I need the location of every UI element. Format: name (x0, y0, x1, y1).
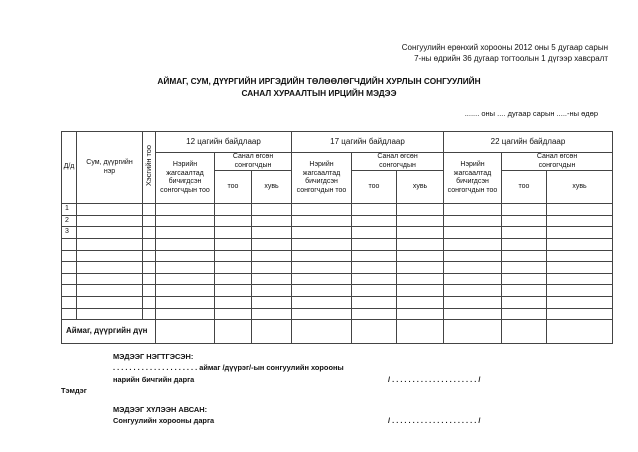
header-no: Д/д (62, 132, 77, 204)
reference-line-2: 7-ны өдрийн 36 дугаар тогтоолын 1 дүгээр хавсралт (414, 54, 608, 63)
table-cell (77, 215, 143, 227)
table-cell (352, 308, 397, 320)
table-cell (156, 204, 215, 216)
table-cell (547, 262, 613, 274)
table-cell (444, 250, 502, 262)
table-cell (292, 238, 352, 250)
row-number (62, 296, 77, 308)
table-cell (77, 204, 143, 216)
chair-signature: / . . . . . . . . . . . . . . . . . . . . . / (388, 416, 481, 425)
date-line: ....... оны .... дугаар сарын .....-ны өдөр (464, 109, 598, 118)
table-cell (352, 262, 397, 274)
table-cell (215, 250, 252, 262)
table-cell (156, 262, 215, 274)
table-cell (502, 273, 547, 285)
committee-line: . . . . . . . . . . . . . . . . . . . . . аймаг /дүүрэг/-ын сонгуулийн хорооны (113, 363, 344, 372)
table-cell (352, 285, 397, 297)
table-cell (547, 308, 613, 320)
table-cell (547, 296, 613, 308)
row-number: 1 (62, 204, 77, 216)
stamp-label: Тэмдэг (61, 386, 87, 395)
table-cell (502, 227, 547, 239)
header-percent-12: хувь (252, 171, 292, 204)
table-cell (292, 308, 352, 320)
table-cell (143, 296, 156, 308)
table-cell (292, 227, 352, 239)
table-cell (352, 296, 397, 308)
table-cell (444, 296, 502, 308)
table-cell (502, 238, 547, 250)
table-cell (143, 262, 156, 274)
table-cell (215, 262, 252, 274)
table-cell (252, 296, 292, 308)
table-cell (215, 238, 252, 250)
table-cell (252, 273, 292, 285)
row-number (62, 285, 77, 297)
table-cell (397, 227, 444, 239)
table-row (62, 227, 613, 239)
table-cell (77, 250, 143, 262)
secretary-signature: / . . . . . . . . . . . . . . . . . . . . . / (388, 375, 481, 384)
table-cell (397, 215, 444, 227)
table-cell (252, 285, 292, 297)
table-cell (143, 308, 156, 320)
table-cell (215, 215, 252, 227)
table-cell (215, 296, 252, 308)
table-cell (502, 262, 547, 274)
table-cell (77, 238, 143, 250)
table-cell (292, 262, 352, 274)
total-row (62, 320, 613, 344)
header-registered-22: Нэрийн жагсаалтад бичигдсэн сонгогчдын тоо (444, 153, 502, 204)
table-cell (547, 273, 613, 285)
table-cell (502, 250, 547, 262)
table-row (62, 308, 613, 320)
secretary-label: нарийн бичгийн дарга (113, 375, 195, 384)
header-district: Сум, дүүргийн нэр (77, 132, 143, 204)
table-cell (352, 227, 397, 239)
header-percent-22: хувь (547, 171, 613, 204)
table-cell (397, 250, 444, 262)
table-cell (252, 238, 292, 250)
table-row (62, 204, 613, 216)
table-cell (352, 204, 397, 216)
document-title-line-1: АЙМАГ, СУМ, ДҮҮРГИЙН ИРГЭДИЙН ТӨЛӨӨЛӨГЧДИЙН ХУРЛЫН СОНГУУЛИЙН (157, 76, 481, 86)
table-cell (156, 308, 215, 320)
table-row (62, 250, 613, 262)
table-cell (397, 285, 444, 297)
row-number: 2 (62, 215, 77, 227)
table-cell (77, 285, 143, 297)
table-cell (397, 308, 444, 320)
table-cell (444, 238, 502, 250)
table-cell (156, 250, 215, 262)
table-cell (292, 285, 352, 297)
table-cell (292, 250, 352, 262)
document-title-line-2: САНАЛ ХУРААЛТЫН ИРЦИЙН МЭДЭЭ (241, 88, 397, 98)
table-cell (143, 273, 156, 285)
table-cell (252, 262, 292, 274)
table-cell (352, 238, 397, 250)
table-cell (547, 204, 613, 216)
table-cell (143, 215, 156, 227)
reference-line-1: Сонгуулийн ерөнхий хорооны 2012 оны 5 дугаар сарын (401, 43, 608, 52)
table-cell (156, 238, 215, 250)
table-cell (156, 296, 215, 308)
table-cell (143, 238, 156, 250)
table-row (62, 262, 613, 274)
header-time-17: 17 цагийн байдлаар (292, 132, 444, 153)
header-count-17: тоо (352, 171, 397, 204)
table-cell (292, 215, 352, 227)
header-row-groups (62, 132, 613, 153)
table-cell (77, 308, 143, 320)
table-cell (252, 250, 292, 262)
table-cell (547, 227, 613, 239)
table-row (62, 215, 613, 227)
compiled-label: МЭДЭЭГ НЭГТГЭСЭН: (113, 352, 194, 361)
table-cell (252, 215, 292, 227)
table-cell (143, 285, 156, 297)
chair-label: Сонгуулийн хорооны дарга (113, 416, 215, 425)
header-registered-12: Нэрийн жагсаалтад бичигдсэн сонгогчдын тоо (156, 153, 215, 204)
header-time-12: 12 цагийн байдлаар (156, 132, 292, 153)
table-cell (444, 227, 502, 239)
table-cell (215, 308, 252, 320)
table-cell (156, 227, 215, 239)
table-cell (77, 273, 143, 285)
table-cell (77, 227, 143, 239)
table-cell (444, 285, 502, 297)
row-number (62, 238, 77, 250)
row-number (62, 308, 77, 320)
header-stations: Хэсгийн тоо (143, 132, 156, 204)
table-cell (252, 204, 292, 216)
table-cell (77, 296, 143, 308)
table-cell (444, 215, 502, 227)
table-cell (502, 285, 547, 297)
row-number (62, 273, 77, 285)
table-cell (397, 296, 444, 308)
header-time-22: 22 цагийн байдлаар (444, 132, 613, 153)
table-cell (77, 262, 143, 274)
table-cell (352, 250, 397, 262)
table-cell (156, 285, 215, 297)
table-cell (215, 227, 252, 239)
table-cell (143, 204, 156, 216)
table-cell (444, 273, 502, 285)
total-label: Аймаг, дүүргийн дүн (62, 320, 156, 344)
table-cell (397, 204, 444, 216)
table-cell (547, 285, 613, 297)
header-percent-17: хувь (397, 171, 444, 204)
table-cell (547, 215, 613, 227)
header-voted-17: Санал өгсөн сонгогчдын (352, 153, 444, 171)
table-cell (397, 238, 444, 250)
received-label: МЭДЭЭГ ХҮЛЭЭН АВСАН: (113, 405, 208, 414)
row-number: 3 (62, 227, 77, 239)
table-cell (292, 273, 352, 285)
table-cell (397, 262, 444, 274)
table-cell (502, 215, 547, 227)
table-cell (352, 215, 397, 227)
table-cell (352, 273, 397, 285)
header-voted-12: Санал өгсөн сонгогчдын (215, 153, 292, 171)
header-count-22: тоо (502, 171, 547, 204)
table-cell (444, 308, 502, 320)
table-row (62, 285, 613, 297)
row-number (62, 250, 77, 262)
table-cell (444, 204, 502, 216)
table-cell (215, 273, 252, 285)
table-cell (252, 308, 292, 320)
table-cell (292, 204, 352, 216)
table-cell (397, 273, 444, 285)
table-cell (502, 308, 547, 320)
header-count-12: тоо (215, 171, 252, 204)
table-cell (143, 250, 156, 262)
table-cell (444, 262, 502, 274)
table-row (62, 238, 613, 250)
header-registered-17: Нэрийн жагсаалтад бичигдсэн сонгогчдын тоо (292, 153, 352, 204)
table-cell (547, 238, 613, 250)
table-cell (156, 273, 215, 285)
table-cell (215, 204, 252, 216)
table-cell (502, 296, 547, 308)
row-number (62, 262, 77, 274)
header-voted-22: Санал өгсөн сонгогчдын (502, 153, 613, 171)
table-cell (215, 285, 252, 297)
table-cell (502, 204, 547, 216)
attendance-table (61, 131, 613, 344)
table-cell (252, 227, 292, 239)
table-row (62, 273, 613, 285)
table-cell (156, 215, 215, 227)
table-cell (143, 227, 156, 239)
reference-header (340, 42, 608, 64)
table-cell (547, 250, 613, 262)
table-cell (292, 296, 352, 308)
table-row (62, 296, 613, 308)
